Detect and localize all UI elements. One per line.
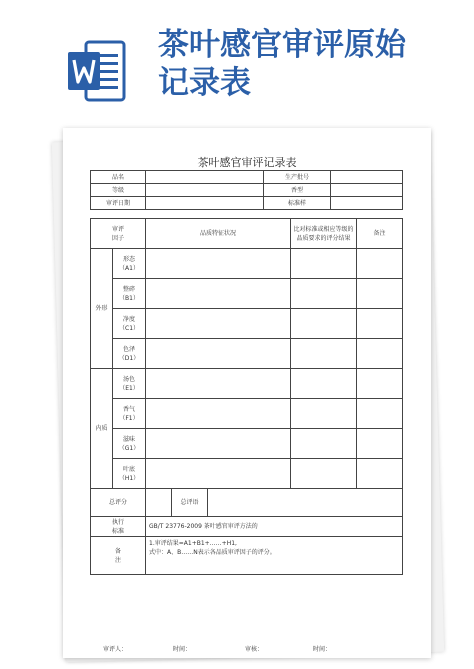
batch-no-value <box>331 171 403 184</box>
score-cell <box>291 249 357 279</box>
factor-cell: 汤色 （E1） <box>113 369 146 399</box>
score-cell <box>291 309 357 339</box>
grade-value <box>146 184 264 197</box>
total-comment-label: 总评语 <box>172 489 208 517</box>
factor-header: 审评 因子 <box>91 219 146 249</box>
remark-cell <box>357 279 403 309</box>
quality-cell <box>146 459 291 489</box>
remark-cell <box>357 399 403 429</box>
page-title: 茶叶感官审评原始 记录表 <box>158 27 406 101</box>
remark-cell <box>357 459 403 489</box>
score-cell <box>291 279 357 309</box>
info-table <box>90 170 403 210</box>
grade-label: 等级 <box>91 184 146 197</box>
remark-cell <box>357 249 403 279</box>
factor-cell: 整碎 （B1） <box>113 279 146 309</box>
note-line-2: 式中：A、B……N表示各品质审评因子的评分。 <box>149 549 276 556</box>
factor-cell: 滋味 （G1） <box>113 429 146 459</box>
remark-cell <box>357 369 403 399</box>
exec-standard-value: GB/T 23776-2009 茶叶感官审评方法的 <box>146 517 403 537</box>
notes-value <box>146 537 403 575</box>
score-cell <box>291 399 357 429</box>
factor-cell: 形态 （A1） <box>113 249 146 279</box>
product-name-label: 品名 <box>91 171 146 184</box>
quality-cell <box>146 249 291 279</box>
evaluation-table <box>90 218 403 575</box>
header-banner <box>0 0 474 120</box>
remark-cell <box>357 309 403 339</box>
factor-cell: 香气 （F1） <box>113 399 146 429</box>
notes-label: 备 注 <box>91 537 146 575</box>
quality-cell <box>146 399 291 429</box>
group-label: 内质 <box>91 369 113 489</box>
quality-cell <box>146 429 291 459</box>
exec-standard-label: 执行 标准 <box>91 517 146 537</box>
quality-cell <box>146 369 291 399</box>
score-cell <box>291 429 357 459</box>
quality-cell <box>146 309 291 339</box>
group-label: 外形 <box>91 249 113 369</box>
total-score-label: 总评分 <box>91 489 146 517</box>
factor-cell: 色泽 （D1） <box>113 339 146 369</box>
score-cell <box>291 369 357 399</box>
score-cell <box>291 339 357 369</box>
document-page <box>63 128 431 658</box>
standard-sample-label: 标准样 <box>264 197 331 210</box>
document-title: 茶叶感官审评记录表 <box>197 156 297 169</box>
time-label: 时间： <box>173 646 192 653</box>
product-name-value <box>146 171 264 184</box>
quality-header: 品质特征状况 <box>146 219 291 249</box>
remarks-header: 备注 <box>357 219 403 249</box>
remark-cell <box>357 429 403 459</box>
batch-no-label: 生产批号 <box>264 171 331 184</box>
time-label-2: 时间： <box>313 646 332 653</box>
score-cell <box>291 459 357 489</box>
remark-cell <box>357 339 403 369</box>
factor-cell: 叶底 （H1） <box>113 459 146 489</box>
quality-cell <box>146 279 291 309</box>
reviewer-label: 审评人： <box>103 646 128 653</box>
aroma-type-value <box>331 184 403 197</box>
review-date-value <box>146 197 264 210</box>
total-comment-value <box>208 489 403 517</box>
comparison-header: 比对标准或相应等级的品质要求的评分结果 <box>291 219 357 249</box>
quality-cell <box>146 339 291 369</box>
checker-label: 审核： <box>245 646 264 653</box>
standard-sample-value <box>331 197 403 210</box>
total-score-value <box>146 489 172 517</box>
review-date-label: 审评日期 <box>91 197 146 210</box>
word-doc-icon <box>66 38 128 104</box>
factor-cell: 净度 （C1） <box>113 309 146 339</box>
aroma-type-label: 香型 <box>264 184 331 197</box>
note-line-1: 1.审评结果=A1+B1+……+H1, <box>149 540 237 547</box>
